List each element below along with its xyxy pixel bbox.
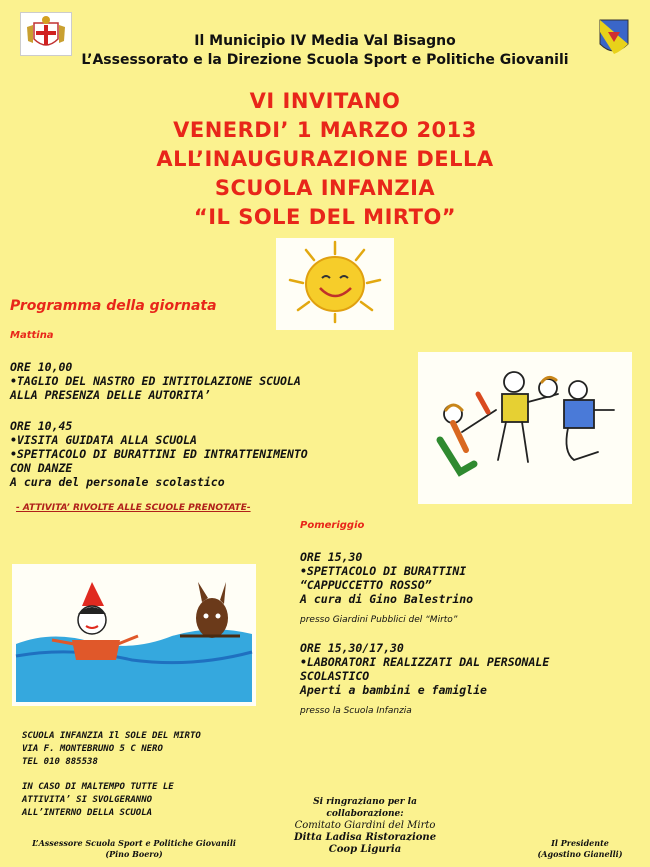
title-line-5: “IL SOLE DEL MIRTO” <box>193 205 457 229</box>
afternoon-block-1 <box>300 550 473 606</box>
afternoon-2-care: Aperti a bambini e famiglie <box>300 683 487 697</box>
address-line-3: TEL 010 885538 <box>22 757 98 767</box>
afternoon-2-text-1: •LABORATORI REALIZZATI DAL PERSONALE <box>300 655 550 669</box>
pomeriggio-label: Pomeriggio <box>300 520 365 531</box>
thanks-line-5: Coop Liguria <box>328 844 402 855</box>
afternoon-1-care: A cura di Gino Balestrino <box>300 592 474 606</box>
title-line-3: ALL’INAUGURAZIONE DELLA <box>156 147 494 171</box>
thanks-line-3: Comitato Giardini del Mirto <box>294 820 436 831</box>
header-line-2: L’Assessorato e la Direzione Scuola Sport e Politiche Giovanili <box>81 52 569 68</box>
morning-2-text-3: CON DANZE <box>10 461 73 475</box>
assessore-name: (Pino Boero) <box>105 849 163 859</box>
weather-note-3: ALL’INTERNO DELLA SCUOLA <box>22 808 153 818</box>
morning-block-1 <box>10 360 301 402</box>
address-line-1: SCUOLA INFANZIA Il SOLE DEL MIRTO <box>22 731 201 741</box>
header-line-1: Il Municipio IV Media Val Bisagno <box>194 33 456 49</box>
presidente-title: Il Presidente <box>551 838 609 848</box>
morning-2-text-1: •VISITA GUIDATA ALLA SCUOLA <box>10 433 197 447</box>
assessore-signature <box>14 838 254 860</box>
afternoon-2-text-2: SCOLASTICO <box>300 669 370 683</box>
weather-note-2: ATTIVITA’ SI SVOLGERANNO <box>22 795 153 805</box>
assessore-title: L’Assessore Scuola Sport e Politiche Giovanili <box>32 838 236 848</box>
thanks-line-2: collaborazione: <box>326 809 404 819</box>
morning-block-2 <box>10 419 308 489</box>
morning-2-care: A cura del personale scolastico <box>10 475 225 489</box>
children-dancing-drawing <box>418 352 632 504</box>
morning-2-text-2: •SPETTACOLO DI BURATTINI ED INTRATTENIMENTO <box>10 447 308 461</box>
address-line-2: VIA F. MONTEBRUNO 5 C NERO <box>22 744 163 754</box>
afternoon-1-text-2: “CAPPUCCETTO ROSSO” <box>300 578 432 592</box>
sun-drawing <box>276 238 394 330</box>
morning-1-text-2: ALLA PRESENZA DELLE AUTORITA’ <box>10 388 211 402</box>
programma-heading: Programma della giornata <box>10 298 217 314</box>
title-line-4: SCUOLA INFANZIA <box>214 176 436 200</box>
title-line-2: VENERDI’ 1 MARZO 2013 <box>173 118 477 142</box>
thanks-line-1: Si ringraziano per la <box>313 797 417 807</box>
address-block <box>22 730 201 820</box>
weather-note-1: IN CASO DI MALTEMPO TUTTE LE <box>22 782 174 792</box>
puppets-sea-drawing <box>12 564 256 706</box>
afternoon-1-place: presso Giardini Pubblici del “Mirto” <box>300 615 458 625</box>
morning-2-time: ORE 10,45 <box>10 419 73 433</box>
thanks-line-4: Ditta Ladisa Ristorazione <box>293 832 437 843</box>
morning-1-time: ORE 10,00 <box>10 360 73 374</box>
afternoon-block-2 <box>300 641 549 697</box>
morning-note: - ATTIVITA’ RIVOLTE ALLE SCUOLE PRENOTATE- <box>16 503 251 513</box>
afternoon-2-place: presso la Scuola Infanzia <box>300 706 412 716</box>
presidente-name: (Agostino Gianelli) <box>537 849 623 859</box>
mattina-label: Mattina <box>10 330 54 341</box>
title-line-1: VI INVITANO <box>249 89 401 113</box>
presidente-signature <box>520 838 640 860</box>
afternoon-1-time: ORE 15,30 <box>300 550 363 564</box>
thanks-block <box>280 796 450 856</box>
morning-1-text-1: •TAGLIO DEL NASTRO ED INTITOLAZIONE SCUOLA <box>10 374 301 388</box>
afternoon-2-time: ORE 15,30/17,30 <box>300 641 404 655</box>
afternoon-1-text-1: •SPETTACOLO DI BURATTINI <box>300 564 467 578</box>
